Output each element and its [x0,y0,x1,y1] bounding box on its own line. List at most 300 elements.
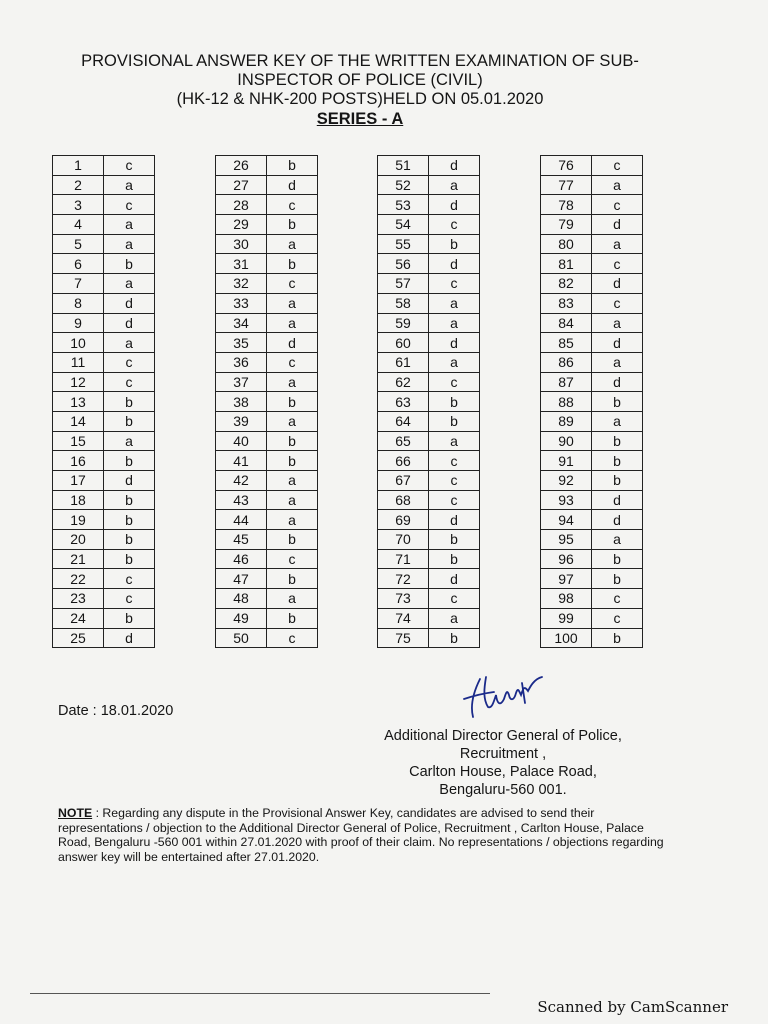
table-row [541,254,643,274]
question-number: 2 [53,175,104,195]
answer-option: d [429,510,480,530]
answer-option: d [592,510,643,530]
question-number: 63 [378,392,429,412]
answer-table-3 [377,155,480,648]
answer-option: a [429,175,480,195]
answer-option: b [104,549,155,569]
table-row [378,569,480,589]
question-number: 15 [53,431,104,451]
question-number: 60 [378,333,429,353]
answer-option: a [104,215,155,235]
title-line-2: INSPECTOR OF POLICE (CIVIL) [237,71,483,89]
table-row [53,215,155,235]
question-number: 62 [378,372,429,392]
question-number: 41 [216,451,267,471]
question-number: 48 [216,589,267,609]
question-number: 76 [541,156,592,176]
table-row [378,471,480,491]
table-row [53,628,155,648]
table-row [541,274,643,294]
question-number: 83 [541,293,592,313]
answer-option: c [429,589,480,609]
answer-option: c [104,156,155,176]
question-number: 79 [541,215,592,235]
answer-option: c [104,352,155,372]
answer-option: b [267,392,318,412]
table-row [216,313,318,333]
question-number: 1 [53,156,104,176]
question-number: 34 [216,313,267,333]
table-row [541,372,643,392]
question-number: 19 [53,510,104,530]
question-number: 55 [378,234,429,254]
answer-option: c [267,274,318,294]
note-label: NOTE [58,806,93,820]
question-number: 94 [541,510,592,530]
question-number: 100 [541,628,592,648]
question-number: 40 [216,431,267,451]
table-row [53,313,155,333]
answer-option: a [429,608,480,628]
answer-option: c [429,274,480,294]
signature-icon [452,665,562,723]
table-row [53,195,155,215]
question-number: 84 [541,313,592,333]
answer-option: c [104,195,155,215]
table-row [378,234,480,254]
answer-option: a [104,431,155,451]
table-row [216,175,318,195]
answer-option: d [592,333,643,353]
table-row [378,352,480,372]
answer-option: a [104,175,155,195]
answer-option: b [429,392,480,412]
question-number: 14 [53,411,104,431]
note-paragraph [58,806,673,864]
answer-option: a [592,313,643,333]
answer-option: c [267,628,318,648]
scanner-watermark: Scanned by CamScanner [537,998,728,1016]
table-row [53,392,155,412]
question-number: 16 [53,451,104,471]
question-number: 96 [541,549,592,569]
table-row [216,451,318,471]
table-row [216,392,318,412]
table-row [378,274,480,294]
question-number: 8 [53,293,104,313]
answer-option: d [592,490,643,510]
table-row [216,628,318,648]
question-number: 33 [216,293,267,313]
table-row [378,510,480,530]
question-number: 54 [378,215,429,235]
answer-option: a [267,234,318,254]
table-row [541,431,643,451]
question-number: 82 [541,274,592,294]
question-number: 18 [53,490,104,510]
question-number: 87 [541,372,592,392]
question-number: 57 [378,274,429,294]
table-row [216,411,318,431]
question-number: 81 [541,254,592,274]
question-number: 67 [378,471,429,491]
question-number: 56 [378,254,429,274]
question-number: 51 [378,156,429,176]
table-row [216,608,318,628]
table-row [53,431,155,451]
table-row [378,431,480,451]
table-row [541,333,643,353]
question-number: 43 [216,490,267,510]
table-row [216,549,318,569]
question-number: 85 [541,333,592,353]
table-row [378,490,480,510]
question-number: 47 [216,569,267,589]
series-label: SERIES - A [316,110,404,128]
question-number: 78 [541,195,592,215]
question-number: 26 [216,156,267,176]
table-row [541,451,643,471]
question-number: 44 [216,510,267,530]
table-row [541,195,643,215]
answer-option: b [429,234,480,254]
table-row [53,510,155,530]
table-row [216,589,318,609]
question-number: 72 [378,569,429,589]
table-row [378,372,480,392]
table-row [541,293,643,313]
answer-option: c [429,490,480,510]
answer-option: a [429,352,480,372]
table-row [541,156,643,176]
answer-option: b [104,530,155,550]
answer-option: a [104,274,155,294]
answer-option: b [267,451,318,471]
answer-option: b [104,411,155,431]
answer-option: c [592,608,643,628]
title-line-3: (HK-12 & NHK-200 POSTS)HELD ON 05.01.2020 [176,90,544,108]
question-number: 35 [216,333,267,353]
table-row [53,175,155,195]
question-number: 21 [53,549,104,569]
table-row [541,175,643,195]
question-number: 9 [53,313,104,333]
question-number: 66 [378,451,429,471]
question-number: 52 [378,175,429,195]
question-number: 71 [378,549,429,569]
title-line-1: PROVISIONAL ANSWER KEY OF THE WRITTEN EXAMINATION OF SUB- [81,52,639,70]
answer-option: b [592,431,643,451]
answer-option: b [429,549,480,569]
answer-option: a [104,333,155,353]
issue-date: Date : 18.01.2020 [58,703,174,719]
table-row [378,156,480,176]
answer-option: d [592,215,643,235]
table-row [53,411,155,431]
answer-option: c [592,589,643,609]
answer-option: d [429,569,480,589]
question-number: 30 [216,234,267,254]
table-row [378,549,480,569]
question-number: 45 [216,530,267,550]
table-row [541,510,643,530]
question-number: 69 [378,510,429,530]
question-number: 59 [378,313,429,333]
question-number: 86 [541,352,592,372]
answer-option: a [267,372,318,392]
table-row [53,293,155,313]
question-number: 37 [216,372,267,392]
question-number: 36 [216,352,267,372]
question-number: 28 [216,195,267,215]
answer-table-2 [215,155,318,648]
question-number: 5 [53,234,104,254]
footer-divider [30,993,490,994]
question-number: 50 [216,628,267,648]
answer-option: a [429,313,480,333]
question-number: 65 [378,431,429,451]
table-row [216,234,318,254]
answer-option: d [104,313,155,333]
table-row [216,510,318,530]
question-number: 25 [53,628,104,648]
table-row [541,628,643,648]
table-row [53,608,155,628]
answer-table-4 [540,155,643,648]
answer-option: a [104,234,155,254]
question-number: 12 [53,372,104,392]
table-row [53,549,155,569]
table-row [378,608,480,628]
question-number: 99 [541,608,592,628]
answer-option: b [104,392,155,412]
table-row [541,530,643,550]
answer-option: c [267,549,318,569]
answer-option: b [592,451,643,471]
question-number: 77 [541,175,592,195]
answer-option: b [429,411,480,431]
question-number: 20 [53,530,104,550]
table-row [53,569,155,589]
answer-option: a [592,530,643,550]
answer-option: b [592,392,643,412]
answer-option: c [429,471,480,491]
table-row [216,195,318,215]
answer-option: a [592,234,643,254]
answer-option: b [267,608,318,628]
question-number: 49 [216,608,267,628]
question-number: 7 [53,274,104,294]
table-row [53,156,155,176]
question-number: 42 [216,471,267,491]
table-row [541,392,643,412]
table-row [378,195,480,215]
question-number: 97 [541,569,592,589]
answer-option: a [429,431,480,451]
answer-option: a [267,471,318,491]
question-number: 4 [53,215,104,235]
question-number: 64 [378,411,429,431]
answer-option: b [267,530,318,550]
answer-option: b [267,215,318,235]
table-row [216,293,318,313]
answer-option: a [592,411,643,431]
table-row [53,372,155,392]
answer-option: d [592,372,643,392]
table-row [53,352,155,372]
answer-option: c [104,589,155,609]
question-number: 53 [378,195,429,215]
answer-option: c [592,156,643,176]
question-number: 90 [541,431,592,451]
question-number: 98 [541,589,592,609]
answer-option: b [267,569,318,589]
table-row [378,628,480,648]
answer-option: d [267,333,318,353]
question-number: 58 [378,293,429,313]
note-text: : Regarding any dispute in the Provisional Answer Key, candidates are advised to send their representations / objection to the Additional Director General of Police, Recruitment , Carlton House, Palace Road, Bengaluru -560 001 within 27.01.2020 with proof of their claim. No representations / objections regarding answer key will be entertained after 27.01.2020. [58,806,664,864]
answer-option: c [429,215,480,235]
answer-option: a [267,293,318,313]
question-number: 13 [53,392,104,412]
question-number: 11 [53,352,104,372]
answer-option: c [592,293,643,313]
question-number: 24 [53,608,104,628]
question-number: 80 [541,234,592,254]
question-number: 17 [53,471,104,491]
question-number: 61 [378,352,429,372]
table-row [541,608,643,628]
answer-option: a [592,352,643,372]
signatory-block [358,727,648,799]
answer-option: a [267,490,318,510]
answer-option: d [104,471,155,491]
table-row [541,313,643,333]
question-number: 32 [216,274,267,294]
answer-option: d [592,274,643,294]
question-number: 31 [216,254,267,274]
table-row [216,471,318,491]
table-row [378,392,480,412]
table-row [53,451,155,471]
question-number: 6 [53,254,104,274]
answer-option: b [592,471,643,491]
table-row [216,156,318,176]
answer-option: a [267,589,318,609]
table-row [378,411,480,431]
answer-option: b [267,156,318,176]
answer-option: d [104,293,155,313]
table-row [378,451,480,471]
question-number: 75 [378,628,429,648]
question-number: 27 [216,175,267,195]
question-number: 74 [378,608,429,628]
table-row [53,530,155,550]
answer-option: b [104,608,155,628]
answer-option: b [267,431,318,451]
signatory-city: Bengaluru-560 001. [439,782,567,798]
table-row [53,589,155,609]
table-row [378,530,480,550]
table-row [216,530,318,550]
answer-option: c [592,254,643,274]
table-row [216,215,318,235]
table-row [53,490,155,510]
table-row [53,234,155,254]
table-row [541,569,643,589]
answer-option: a [267,510,318,530]
question-number: 89 [541,411,592,431]
table-row [53,254,155,274]
answer-option: a [267,313,318,333]
table-row [216,274,318,294]
question-number: 70 [378,530,429,550]
question-number: 93 [541,490,592,510]
answer-option: d [267,175,318,195]
table-row [378,589,480,609]
table-row [216,431,318,451]
question-number: 38 [216,392,267,412]
table-row [541,411,643,431]
answer-option: c [267,195,318,215]
question-number: 3 [53,195,104,215]
answer-option: b [267,254,318,274]
table-row [216,372,318,392]
answer-option: b [429,530,480,550]
signatory-title: Additional Director General of Police, [384,728,622,744]
table-row [541,215,643,235]
answer-option: a [429,293,480,313]
signatory-dept: Recruitment , [459,746,547,762]
table-row [53,471,155,491]
table-row [216,490,318,510]
table-row [216,569,318,589]
answer-option: b [429,628,480,648]
question-number: 68 [378,490,429,510]
answer-option: c [104,569,155,589]
answer-option: b [104,254,155,274]
question-number: 91 [541,451,592,471]
answer-option: b [104,510,155,530]
table-row [541,234,643,254]
table-row [378,293,480,313]
table-row [378,215,480,235]
answer-option: d [429,195,480,215]
answer-option: b [104,490,155,510]
answer-option: b [104,451,155,471]
answer-option: d [429,156,480,176]
signatory-address: Carlton House, Palace Road, [409,764,597,780]
question-number: 23 [53,589,104,609]
table-row [541,490,643,510]
table-row [378,175,480,195]
answer-option: c [267,352,318,372]
question-number: 29 [216,215,267,235]
answer-option: b [592,549,643,569]
table-row [216,352,318,372]
table-row [53,274,155,294]
answer-option: b [592,628,643,648]
answer-option: d [429,333,480,353]
answer-option: b [592,569,643,589]
question-number: 95 [541,530,592,550]
answer-option: a [267,411,318,431]
answer-option: a [592,175,643,195]
answer-table-1 [52,155,155,648]
question-number: 10 [53,333,104,353]
answer-option: d [429,254,480,274]
question-number: 88 [541,392,592,412]
